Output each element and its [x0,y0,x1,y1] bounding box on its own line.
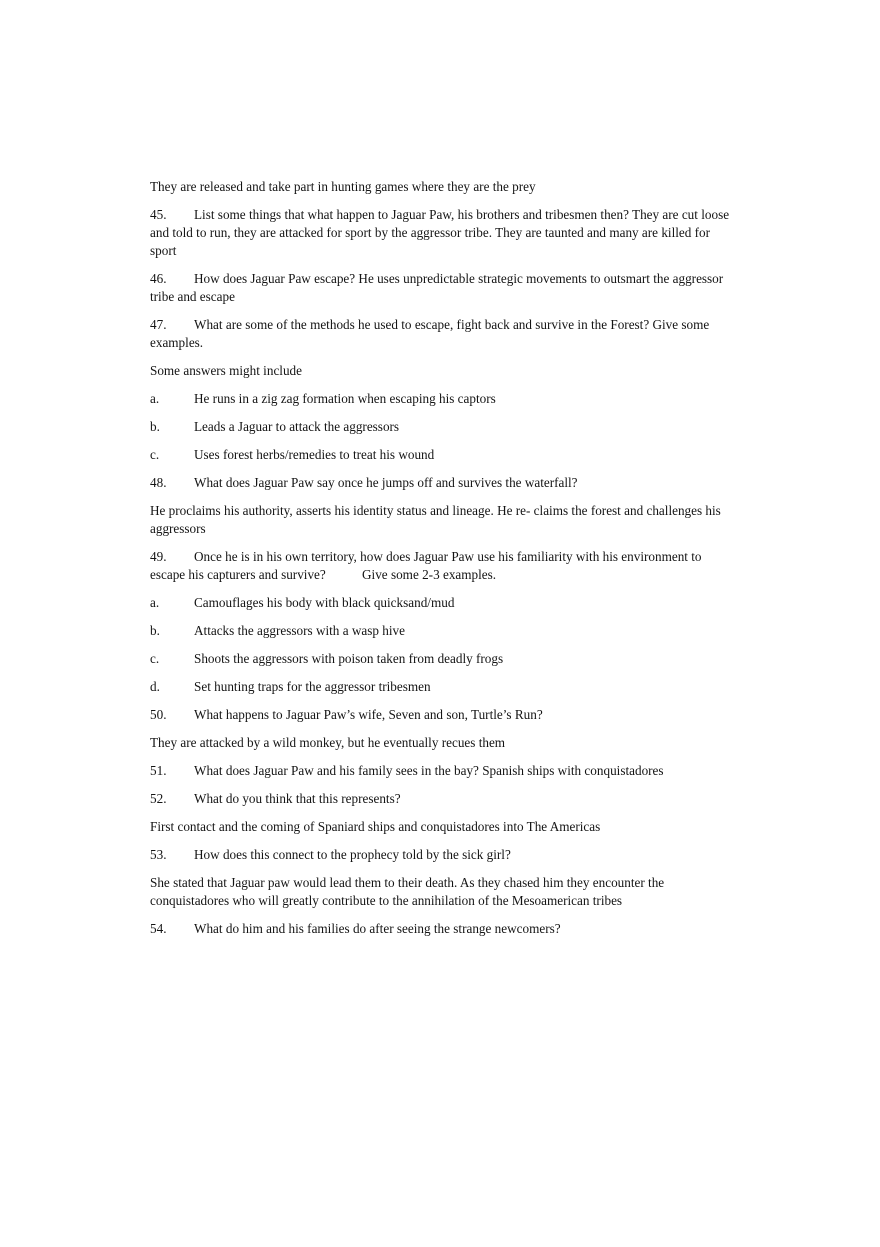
question-text: List some things that what happen to Jaguar Paw, his brothers and tribesmen then? They are cut loose and told to run, they are attacked for sport by the aggressor tribe. They are taunted and many are killed for sport [150,207,730,258]
list-item-c [150,650,730,668]
question-51 [150,762,730,780]
paragraph-text: She stated that Jaguar paw would lead them to their death. As they chased him they encounter the conquistadores who will greatly contribute to the annihilation of the Mesoamerican tribes [150,875,665,908]
paragraph-text: First contact and the coming of Spaniard ships and conquistadores into The Americas [150,819,601,834]
question-number: 48. [150,475,167,490]
list-item-d [150,678,730,696]
question-number: 51. [150,763,167,778]
list-item-b [150,622,730,640]
question-text: What does Jaguar Paw and his family sees in the bay? Spanish ships with conquistadores [194,763,664,778]
question-number: 49. [150,549,167,564]
question-number: 45. [150,207,167,222]
answer-paragraph [150,818,730,836]
question-47 [150,316,730,352]
list-text: He runs in a zig zag formation when escaping his captors [194,391,496,406]
answer-paragraph [150,502,730,538]
question-48 [150,474,730,492]
question-text: How does Jaguar Paw escape? He uses unpredictable strategic movements to outsmart the aggressor tribe and escape [150,271,724,304]
question-number: 53. [150,847,167,862]
list-letter: a. [150,595,160,610]
list-text: Uses forest herbs/remedies to treat his wound [194,447,435,462]
list-letter: c. [150,651,160,666]
list-letter: c. [150,447,160,462]
question-text: What do him and his families do after seeing the strange newcomers? [194,921,561,936]
answer-paragraph [150,874,730,910]
list-item-b [150,418,730,436]
answer-paragraph [150,734,730,752]
list-text: Set hunting traps for the aggressor tribesmen [194,679,431,694]
question-52 [150,790,730,808]
question-text: What does Jaguar Paw say once he jumps off and survives the waterfall? [194,475,578,490]
list-item-c [150,446,730,464]
answer-paragraph [150,362,730,380]
list-item-a [150,594,730,612]
list-letter: a. [150,391,160,406]
question-46 [150,270,730,306]
question-53 [150,846,730,864]
list-text: Camouflages his body with black quicksand/mud [194,595,455,610]
document-page [150,178,730,948]
question-text: What are some of the methods he used to escape, fight back and survive in the Forest? Give some examples. [150,317,710,350]
question-number: 47. [150,317,167,332]
list-text: Shoots the aggressors with poison taken from deadly frogs [194,651,504,666]
list-letter: b. [150,419,160,434]
question-45 [150,206,730,260]
paragraph-text: They are attacked by a wild monkey, but he eventually recues them [150,735,506,750]
question-text: What do you think that this represents? [194,791,401,806]
question-number: 54. [150,921,167,936]
list-text: Attacks the aggressors with a wasp hive [194,623,405,638]
question-text: Once he is in his own territory, how does Jaguar Paw use his familiarity with his environment to escape his capturers and survive? Give some 2-3 examples. [150,549,705,582]
question-49 [150,548,730,584]
question-text: What happens to Jaguar Paw’s wife, Seven and son, Turtle’s Run? [194,707,543,722]
question-50 [150,706,730,724]
question-number: 52. [150,791,167,806]
question-number: 50. [150,707,167,722]
list-text: Leads a Jaguar to attack the aggressors [194,419,400,434]
question-number: 46. [150,271,167,286]
list-letter: b. [150,623,160,638]
question-54 [150,920,730,938]
list-letter: d. [150,679,160,694]
paragraph-text: They are released and take part in hunting games where they are the prey [150,179,536,194]
list-item-a [150,390,730,408]
answer-paragraph [150,178,730,196]
paragraph-text: He proclaims his authority, asserts his identity status and lineage. He re- claims the forest and challenges his aggressors [150,503,721,536]
question-text: How does this connect to the prophecy told by the sick girl? [194,847,511,862]
paragraph-text: Some answers might include [150,363,302,378]
